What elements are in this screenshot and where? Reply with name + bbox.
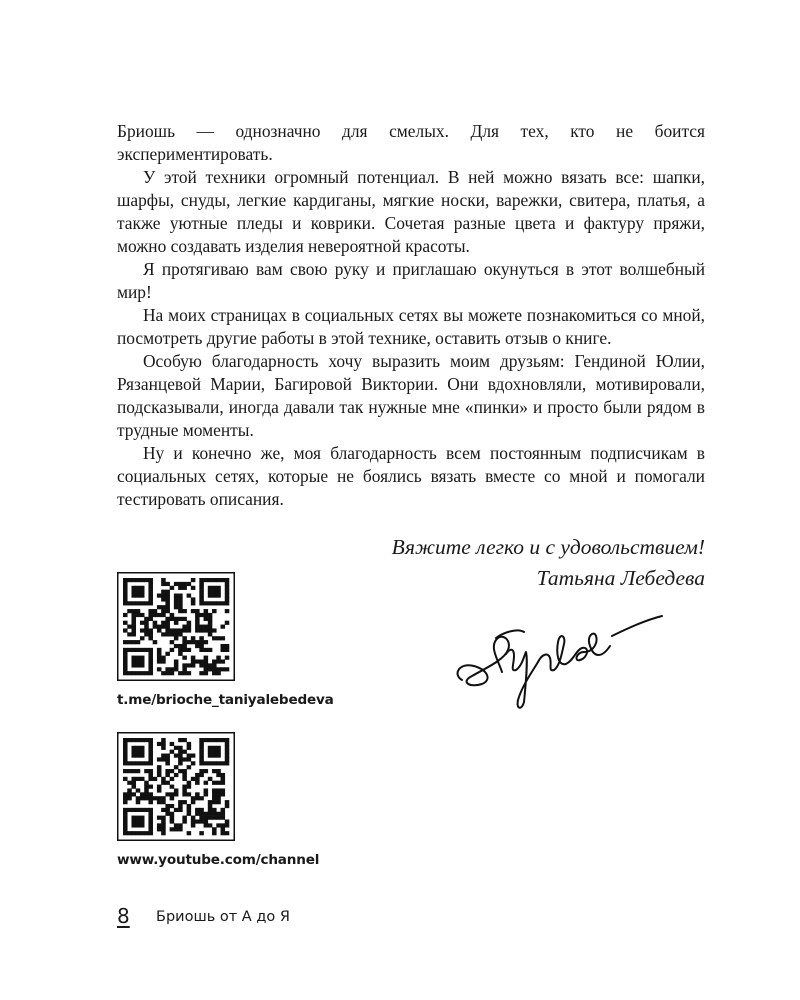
author-name: Татьяна Лебедева xyxy=(536,566,705,590)
page-number: 8 xyxy=(117,904,130,928)
paragraph: Особую благодарность хочу выразить моим друзьям: Гендиной Юлии, Рязанцевой Марии, Багировой Виктории. Они вдохновляли, мотивировали, подсказывали, иногда давали так нужные мне «пинки» и просто были рядом в трудные моменты. xyxy=(117,351,705,440)
paragraph: Я протягиваю вам свою руку и приглашаю окунуться в этот волшебный мир! xyxy=(117,259,705,302)
paragraph: Ну и конечно же, моя благодарность всем постоянным подписчикам в социальных сетях, которые не боялись вязать вместе со мной и помогали тестировать описания. xyxy=(117,443,705,509)
paragraph: Бриошь — однозначно для смелых. Для тех, кто не боится экспериментировать. xyxy=(117,121,705,164)
closing-wish: Вяжите легко и с удовольствием! xyxy=(391,535,705,559)
closing-block xyxy=(392,532,705,594)
paragraph: У этой техники огромный потенциал. В ней можно вязать все: шапки, шарфы, снуды, легкие кардиганы, мягкие носки, варежки, свитера, платья, а также уютные пледы и коврики. Сочетая разные цвета и фактуру пряжи, можно создавать изделия невероятной красоты. xyxy=(117,167,705,256)
youtube-qr-code[interactable] xyxy=(117,732,235,841)
paragraph: На моих страницах в социальных сетях вы можете познакомиться со мной, посмотреть другие работы в этой технике, оставить отзыв о книге. xyxy=(117,305,705,348)
telegram-qr-code[interactable] xyxy=(117,572,235,681)
telegram-link[interactable]: t.me/brioche_taniyalebedeva xyxy=(117,692,334,708)
youtube-link[interactable]: www.youtube.com/channel xyxy=(117,852,320,868)
handwritten-signature xyxy=(452,602,667,722)
body-text xyxy=(117,120,705,511)
running-title: Бриошь от А до Я xyxy=(156,909,290,925)
